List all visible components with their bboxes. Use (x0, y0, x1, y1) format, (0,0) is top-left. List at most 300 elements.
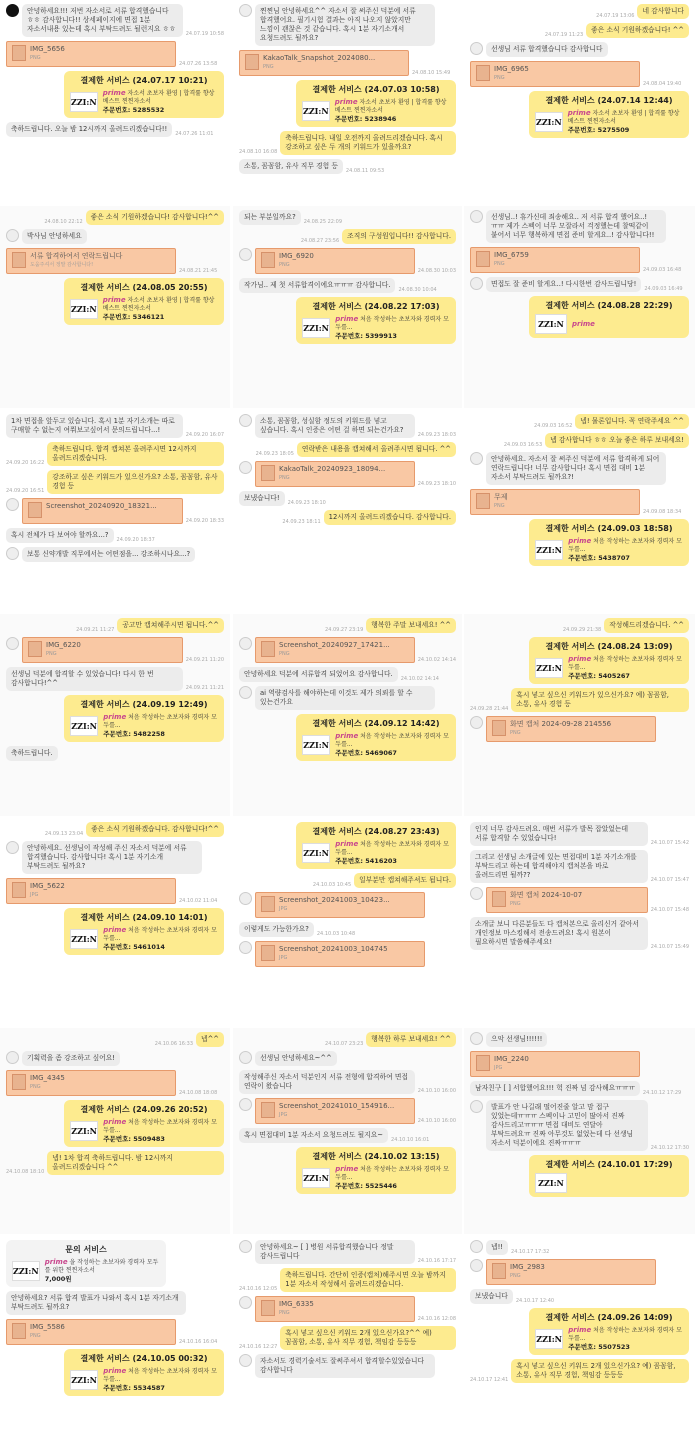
file-attachment[interactable] (255, 941, 425, 967)
service-desc-text: 처음 작성하는 초보자와 경력자 모두를... (568, 1327, 682, 1342)
message-time: 24.09.20 16:51 (6, 488, 45, 494)
file-attachment[interactable] (255, 461, 415, 487)
service-row (239, 822, 456, 869)
avatar[interactable] (239, 1354, 252, 1367)
file-attachment[interactable] (486, 1259, 656, 1285)
zzin-logo: ZZI:N (302, 1168, 330, 1188)
service-title: 결제한 서비스 (24.10.01 17:29) (545, 1160, 673, 1169)
service-title: 결제한 서비스 (24.08.27 23:43) (312, 827, 440, 836)
message-bubble: 축하드립니다. (6, 746, 58, 761)
message-bubble: 공고만 캡쳐해주시면 됩니다.^^ (117, 618, 224, 633)
service-title: 결제한 서비스 (24.09.10 14:01) (80, 913, 208, 922)
avatar[interactable] (470, 1100, 483, 1113)
file-ext: PNG (30, 1333, 41, 1339)
message-time: 24.09.23 18:10 (417, 481, 456, 487)
message-bubble: 넵!! (486, 1240, 508, 1255)
service-desc-text: 자소서 초보자 환영 | 합격률 향상 베스트 찐찐자소서 (102, 90, 215, 105)
message-time: 24.09.08 18:34 (643, 509, 682, 515)
message-bubble: 그리고 선생님 소개글에 있는 면접대비 1분 자기소개를 부탁드리고 하는데 합격해야지 캡처본을 바로 올려드리면 될까?? (470, 850, 648, 883)
file-icon (261, 252, 275, 268)
file-attachment[interactable] (6, 248, 176, 274)
zzin-logo: ZZI:N (70, 929, 98, 949)
avatar[interactable] (6, 841, 19, 854)
file-attachment[interactable] (255, 248, 415, 274)
chat-cell-3-1 (233, 614, 462, 816)
message-bubble: 12시까지 올려드리겠습니다. 감사합니다. (324, 510, 456, 525)
file-ext: PNG (46, 651, 57, 657)
avatar[interactable] (470, 1240, 483, 1253)
chat-cell-6-1 (233, 1236, 462, 1448)
message-bubble: 소통, 꼼꼼함, 유사 직무 경험 등 (239, 159, 343, 174)
service-title: 결제한 서비스 (24.09.26 14:09) (545, 1313, 673, 1322)
service-desc-text: 을 작성하는 초보자와 경력자 모두를 위한 찐찐자소서 (44, 1259, 159, 1274)
service-row (470, 637, 689, 684)
message-time: 24.09.20 16:22 (6, 460, 45, 466)
chat-cell-0-1 (233, 0, 462, 204)
service-row (6, 1240, 224, 1287)
avatar[interactable] (239, 637, 252, 650)
file-attachment[interactable] (470, 1051, 640, 1077)
service-body (70, 926, 218, 951)
message-time: 24.10.03 10:45 (312, 882, 352, 888)
message-bubble: 소통, 꼼꼼함, 성실함 정도의 키워드를 넣고 싶습니다. 혹시 인증은 어떤 걸 하면 되는건가요? (255, 414, 415, 438)
service-card[interactable] (529, 637, 689, 684)
service-card[interactable] (64, 1349, 224, 1396)
service-card[interactable] (296, 822, 456, 869)
service-card[interactable] (64, 71, 224, 118)
message-row (470, 917, 689, 950)
avatar[interactable] (239, 414, 252, 427)
message-row (6, 878, 224, 904)
message-time: 24.10.03 10:48 (316, 931, 356, 937)
message-time: 24.09.21 11:27 (76, 627, 115, 633)
service-row (6, 1349, 224, 1396)
service-body (535, 1326, 683, 1351)
avatar[interactable] (239, 941, 252, 954)
service-card[interactable] (296, 1147, 456, 1194)
file-icon (261, 896, 275, 912)
chat-cell-2-2 (464, 410, 695, 612)
service-card[interactable] (529, 519, 689, 566)
file-name-text: IMG_6220 (46, 641, 81, 649)
avatar[interactable] (239, 461, 252, 474)
file-ext: PNG (279, 651, 290, 657)
service-desc (335, 840, 450, 865)
message-row (239, 159, 456, 174)
file-ext: PNG (279, 262, 290, 268)
file-attachment[interactable] (22, 498, 183, 524)
file-icon (12, 45, 26, 61)
message-row (239, 1296, 456, 1322)
zzin-logo: ZZI:N (70, 1121, 98, 1141)
avatar[interactable] (6, 4, 19, 17)
file-attachment[interactable] (6, 41, 176, 67)
file-icon (476, 251, 490, 267)
service-body (535, 109, 683, 134)
message-time: 24.08.04 19:40 (643, 81, 682, 87)
message-row (239, 1240, 456, 1264)
avatar[interactable] (470, 452, 483, 465)
zzin-logo: ZZI:N (70, 1370, 98, 1390)
message-time: 24.09.03 16:53 (503, 442, 543, 448)
avatar[interactable] (470, 716, 483, 729)
service-body (535, 537, 683, 562)
chat-cell-5-2 (464, 1028, 695, 1234)
prime-badge: prime (568, 537, 592, 545)
avatar[interactable] (6, 1051, 19, 1064)
message-row (239, 941, 456, 967)
message-row (6, 414, 224, 438)
file-icon (28, 641, 42, 657)
file-ext: JPG (279, 1112, 288, 1118)
prime-badge: prime (568, 1326, 592, 1334)
service-desc-text: 처음 작성하는 초보자와 경력자 모두를... (335, 841, 449, 856)
service-row (470, 91, 689, 138)
service-title: 결제한 서비스 (24.09.19 12:49) (80, 700, 208, 709)
message-time: 24.09.28 21:44 (470, 706, 509, 712)
message-row (470, 4, 689, 19)
prime-badge: prime (335, 732, 359, 740)
service-card[interactable] (64, 1100, 224, 1147)
prime-badge: prime (335, 315, 359, 323)
chat-cell-4-2 (464, 818, 695, 1026)
file-name (494, 493, 508, 511)
message-bubble: 박사님 안녕하세요 (22, 229, 87, 244)
file-attachment[interactable] (6, 1070, 176, 1096)
file-name (279, 465, 385, 483)
message-bubble: 작가님.. 제 첫 서류합격이에요ㅠㅠㅠ 감사합니다. (239, 278, 395, 293)
service-title: 결제한 서비스 (24.10.02 13:15) (312, 1152, 440, 1161)
message-time: 24.09.20 16:07 (185, 432, 224, 438)
avatar[interactable] (6, 498, 19, 511)
file-name-text: IMG_6920 (279, 252, 314, 260)
service-desc (335, 1165, 450, 1190)
service-card[interactable] (529, 1308, 689, 1355)
file-name (30, 882, 65, 900)
message-time: 24.10.06 16:33 (154, 1041, 194, 1047)
service-body (535, 1173, 683, 1193)
message-time: 24.10.07 15:42 (650, 840, 689, 846)
message-row (470, 277, 689, 292)
message-row (470, 1081, 689, 1096)
message-row (470, 1051, 689, 1077)
avatar[interactable] (470, 1032, 483, 1045)
avatar[interactable] (239, 1051, 252, 1064)
service-desc (103, 1367, 218, 1392)
message-row (239, 637, 456, 663)
avatar[interactable] (470, 887, 483, 900)
chat-cell-2-0 (0, 410, 230, 612)
message-row (239, 50, 456, 76)
avatar[interactable] (239, 1240, 252, 1253)
message-bubble: 네 감사합니다 (637, 4, 689, 19)
message-row (239, 892, 456, 918)
message-bubble: 발표가 안 나길래 떨어진줄 알고 맘 접구 있었는데ㅠㅠㅠ 스펙이나 고민이 많아서 진짜 감사드리고ㅠㅠㅠ 면접 대비도 연달아 부탁드려요ㅠ 진짜 아무것도 없었는데 다 선생님 자소서 덕분이에요 진짜ㅠㅠㅠ (486, 1100, 648, 1151)
avatar[interactable] (470, 1259, 483, 1272)
zzin-logo: ZZI:N (535, 658, 563, 678)
chat-cell-0-2 (464, 0, 695, 204)
file-attachment[interactable] (470, 61, 640, 87)
file-name (30, 45, 65, 63)
message-bubble: 으악 선생님!!!!!! (486, 1032, 547, 1047)
message-bubble: 좋은 소식 기원하겠습니다! ^^ (586, 23, 689, 38)
message-row (6, 470, 224, 494)
message-bubble: 강조하고 싶은 키워드가 있으신가요? 소통, 꼼꼼함, 유사 경험 등 (47, 470, 224, 494)
message-bubble: 안녕하세요. 자소서 잘 써주신 덕분에 서류 합격하게 되어 연락드립니다! 너무 감사합니다! 혹시 면접 대비 1분 자소서 부탁드려도 될까요?! (486, 452, 666, 485)
message-row (239, 278, 456, 293)
service-title: 결제한 서비스 (24.07.03 10:58) (312, 85, 440, 94)
service-card[interactable] (64, 695, 224, 742)
message-row (470, 1032, 689, 1047)
file-ext: PNG (510, 730, 521, 736)
zzin-logo: ZZI:N (302, 318, 330, 338)
file-name-text: IMG_6965 (494, 65, 529, 73)
service-card[interactable] (529, 91, 689, 138)
file-attachment[interactable] (486, 716, 656, 742)
zzin-logo: ZZI:N (302, 843, 330, 863)
service-desc (568, 1326, 683, 1351)
service-desc (103, 926, 218, 951)
prime-badge: prime (102, 296, 126, 304)
file-attachment[interactable] (6, 878, 176, 904)
message-time: 24.10.07 15:49 (650, 944, 689, 950)
service-desc-text: 처음 작성하는 초보자와 경력자 모두를... (103, 714, 217, 729)
message-time: 24.10.10 16:01 (391, 1137, 430, 1143)
message-row (239, 618, 456, 633)
message-bubble: 좋은 소식 기원하겠습니다! 감사합니다!^^ (86, 210, 224, 225)
service-row (470, 1308, 689, 1355)
message-time: 24.10.16 12:08 (417, 1316, 456, 1322)
message-time: 24.08.21 21:45 (179, 268, 218, 274)
file-attachment[interactable] (470, 247, 640, 273)
order-number: 주문번호: 5509483 (103, 1135, 165, 1143)
file-attachment[interactable] (255, 1296, 415, 1322)
service-row (6, 278, 224, 325)
message-row (239, 461, 456, 487)
file-icon (12, 1323, 26, 1339)
message-bubble: 행복한 하루 보내세요! ^^ (366, 1032, 456, 1047)
service-card[interactable] (529, 1155, 689, 1197)
avatar[interactable] (239, 892, 252, 905)
service-desc-text: 자소서 초보자 환영 | 합격률 향상 베스트 찐찐자소서 (567, 110, 680, 125)
service-title: 결제한 서비스 (24.08.28 22:29) (545, 301, 673, 310)
message-time: 24.08.30 10:04 (398, 287, 437, 293)
avatar[interactable] (239, 686, 252, 699)
file-icon (492, 891, 506, 907)
message-row (470, 489, 689, 515)
service-desc-text: 처음 작성하는 초보자와 경력자 모두를... (568, 656, 682, 671)
file-name (46, 502, 157, 511)
avatar[interactable] (470, 210, 483, 223)
message-time: 24.07.19 11:23 (544, 32, 584, 38)
zzin-logo: ZZI:N (535, 314, 567, 334)
file-icon (28, 502, 42, 518)
zzin-logo: ZZI:N (535, 540, 563, 560)
prime-badge: prime (103, 1367, 127, 1375)
message-time: 24.09.29 21:38 (562, 627, 602, 633)
message-row (6, 1070, 224, 1096)
service-desc-text: 처음 작성하는 초보자와 경력자 모두를... (335, 316, 449, 331)
message-time: 24.07.26 13:58 (179, 61, 218, 67)
service-row (470, 296, 689, 338)
message-bubble: 선생님 안녕하세요~^^ (255, 1051, 337, 1066)
avatar[interactable] (6, 547, 19, 560)
message-bubble: 소개글 보니 다른분들도 다 캡처본으로 올리신거 같아서 개인정보 마스킹해서 전송드려요! 혹시 원본이 필요하시면 말씀해주세요! (470, 917, 648, 950)
service-desc (568, 109, 683, 134)
message-row (470, 716, 689, 742)
file-attachment[interactable] (486, 887, 648, 913)
file-attachment[interactable] (6, 1319, 176, 1345)
message-row (239, 1032, 456, 1047)
message-bubble: 선생님..! 휴가신데 죄송해요.. 저 서류 합격 했어요..! ㅠㅠ 제가 스펙이 너무 모잘라서 걱정했는데 찰떡같이 붙어서 너무 행복하게 면접 준비 할게요..! 감사합니다!! (486, 210, 666, 243)
file-name (494, 65, 529, 83)
service-row (470, 1155, 689, 1197)
message-row (470, 887, 689, 913)
file-name-text: 무제 (494, 493, 508, 501)
avatar[interactable] (239, 1098, 252, 1111)
avatar[interactable] (239, 1296, 252, 1309)
message-time: 24.08.25 22:09 (303, 219, 342, 225)
service-card[interactable] (296, 714, 456, 761)
message-time: 24.09.13 23:04 (44, 831, 84, 837)
file-name-text: KakaoTalk_20240923_18094... (279, 465, 386, 473)
message-bubble: 선생님 덕분에 합격할 수 있었습니다! 다시 한 번 감사합니다!^^ (6, 667, 183, 691)
file-name-text: 화면 캡처 2024-10-07 (510, 891, 583, 899)
file-icon (261, 1300, 275, 1316)
order-number: 주문번호: 5469067 (335, 749, 397, 757)
chat-cell-2-1 (233, 410, 462, 612)
file-name (279, 1102, 394, 1120)
file-name-text: IMG_2983 (510, 1263, 545, 1271)
message-time: 24.10.16 16:04 (179, 1339, 218, 1345)
service-desc-text: 처음 작성하는 초보자와 경력자 모두를... (335, 733, 449, 748)
message-row (6, 746, 224, 761)
message-bubble: 되는 부분일까요? (239, 210, 301, 225)
file-icon (245, 54, 259, 70)
message-bubble: 1차 면접을 앞두고 있습니다. 혹시 1분 자기소개는 따로 구매할 수 없는지 여쭤보고싶어서 문의드립니다...! (6, 414, 183, 438)
service-card[interactable] (64, 278, 224, 325)
message-row (6, 498, 224, 524)
service-desc-text: 처음 작성하는 초보자와 경력자 모두를... (103, 1119, 217, 1134)
message-row (6, 547, 224, 562)
file-ext: JPG (30, 892, 39, 898)
avatar[interactable] (470, 42, 483, 55)
file-icon (261, 465, 275, 481)
message-bubble: 축하드립니다. 간단히 인증(캡처)해주시면 오늘 밤까지 1분 자소서 작성해서 올려드리겠습니다. (280, 1268, 456, 1292)
file-name-text: Screenshot_20241010_154916... (279, 1102, 395, 1110)
service-desc (335, 732, 450, 757)
message-time: 24.10.16 12:05 (239, 1286, 278, 1292)
message-row (6, 528, 224, 543)
message-time: 24.07.19 10:58 (185, 31, 224, 37)
message-row (239, 873, 456, 888)
service-card[interactable] (296, 297, 456, 344)
service-title: 결제한 서비스 (24.07.14 12:44) (545, 96, 673, 105)
chat-cell-6-2 (464, 1236, 695, 1448)
message-time: 24.10.07 15:47 (650, 877, 689, 883)
order-number: 주문번호: 5399913 (335, 332, 397, 340)
avatar[interactable] (6, 229, 19, 242)
file-icon (12, 882, 26, 898)
chat-cell-0-0 (0, 0, 230, 204)
avatar[interactable] (239, 248, 252, 261)
service-card[interactable] (6, 1240, 166, 1287)
file-ext: PNG (279, 475, 290, 481)
zzin-logo: ZZI:N (70, 716, 98, 736)
service-row (239, 297, 456, 344)
avatar[interactable] (6, 637, 19, 650)
order-number: 주문번호: 5438707 (568, 554, 630, 562)
zzin-logo: ZZI:N (12, 1261, 40, 1281)
file-icon (12, 1074, 26, 1090)
service-desc (335, 98, 450, 123)
message-row (470, 1289, 689, 1304)
file-ext: JPG (279, 955, 288, 961)
service-title: 결제한 서비스 (24.08.05 20:55) (80, 283, 208, 292)
service-desc-text: 처음 작성하는 초보자와 경력자 모두를... (335, 1166, 449, 1181)
service-title: 결제한 서비스 (24.08.22 17:03) (312, 302, 440, 311)
service-body (302, 840, 450, 865)
prime-badge: prime (103, 713, 127, 721)
message-time: 24.10.07 15:48 (650, 907, 689, 913)
file-ext: PNG (510, 901, 521, 907)
message-row (470, 688, 689, 712)
message-time: 24.10.07 23:23 (325, 1041, 364, 1047)
order-number: 주문번호: 5525446 (335, 1182, 397, 1190)
message-bubble: 작성해주신 자소서 덕분인지 서류 전형에 합격하여 면접 연락이 왔습니다 (239, 1070, 415, 1094)
message-row (239, 922, 456, 937)
service-row (6, 695, 224, 742)
file-name-text: IMG_5656 (30, 45, 65, 53)
message-bubble: 선생님 서류 합격했습니다 감사합니다 (486, 42, 608, 57)
file-ext: PNG (30, 55, 41, 61)
avatar[interactable] (470, 277, 483, 290)
file-icon (12, 252, 26, 268)
message-row (470, 1240, 689, 1255)
message-row (6, 41, 224, 67)
file-attachment[interactable] (239, 50, 409, 76)
message-row (6, 229, 224, 244)
file-ext: PNG (30, 1084, 41, 1090)
message-row (239, 442, 456, 457)
file-attachment[interactable] (22, 637, 183, 663)
order-number: 주문번호: 5507523 (568, 1343, 630, 1351)
prime-badge: prime (102, 89, 126, 97)
service-desc (103, 1118, 218, 1143)
message-row (239, 510, 456, 525)
message-bubble: 행복한 주말 보내세요! ^^ (366, 618, 456, 633)
message-row (6, 841, 224, 874)
avatar[interactable] (239, 4, 252, 17)
file-ext: PNG (510, 1273, 521, 1279)
file-name-text: IMG_4345 (30, 1074, 65, 1082)
file-attachment[interactable] (255, 1098, 415, 1124)
file-attachment[interactable] (470, 489, 640, 515)
file-name (30, 252, 122, 270)
file-attachment[interactable] (255, 637, 415, 663)
service-card[interactable] (529, 296, 689, 338)
file-ext: PNG (494, 261, 505, 267)
message-bubble: 좋은 소식 기원하겠습니다. 감사합니다!^^ (86, 822, 224, 837)
service-card[interactable] (64, 908, 224, 955)
file-name (279, 945, 388, 963)
message-row (6, 122, 224, 137)
file-name-text: IMG_2240 (494, 1055, 529, 1063)
file-name (279, 641, 390, 659)
service-card[interactable] (296, 80, 456, 127)
file-attachment[interactable] (255, 892, 425, 918)
message-bubble: ai 역량검사를 해야하는데 이것도 제가 의뢰를 할 수 있는건가요 (255, 686, 435, 710)
